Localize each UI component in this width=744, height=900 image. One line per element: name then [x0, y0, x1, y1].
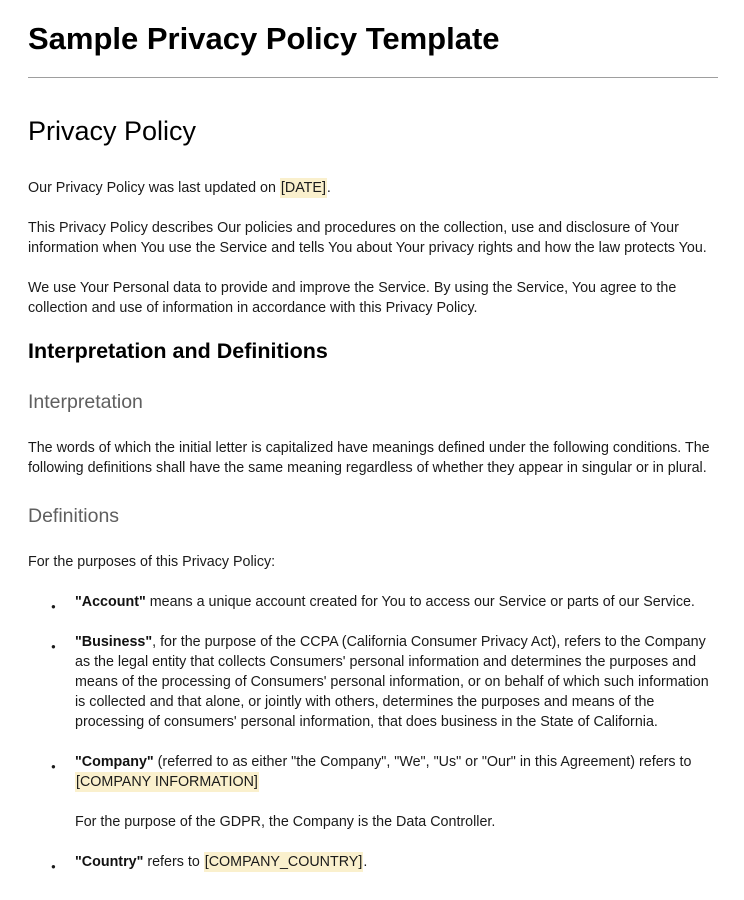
- last-updated-prefix: Our Privacy Policy was last updated on: [28, 180, 280, 196]
- policy-heading: Privacy Policy: [28, 116, 197, 146]
- definitions-intro: For the purposes of this Privacy Policy:: [28, 554, 276, 570]
- last-updated-line: [28, 178, 718, 198]
- definitions-list: [28, 592, 718, 872]
- intro-paragraph-2: We use Your Personal data to provide and improve the Service. By using the Service, You agree to the collection and use of information in accordance with this Privacy Policy.: [28, 280, 677, 316]
- definition-term-company: "Company": [75, 754, 154, 770]
- interpretation-paragraph: The words of which the initial letter is capitalized have meanings defined under the following conditions. The following definitions shall have the same meaning regardless of whether they appear in singular or in plural.: [28, 440, 710, 476]
- company-country-placeholder: [COMPANY_COUNTRY]: [204, 854, 363, 870]
- definition-suffix-country: .: [363, 854, 368, 870]
- definition-item-company: [75, 752, 718, 832]
- definition-item-country: [75, 852, 718, 872]
- definition-item-business: [75, 632, 718, 732]
- company-information-placeholder: [COMPANY INFORMATION]: [76, 774, 258, 790]
- intro-paragraph-1: This Privacy Policy describes Our policies and procedures on the collection, use and disclosure of Your information when You use the Service and tells You about Your privacy rights and how the law protects You.: [28, 220, 707, 256]
- definition-term-country: "Country": [75, 854, 144, 870]
- gdpr-data-controller-note: For the purpose of the GDPR, the Company is the Data Controller.: [75, 814, 496, 830]
- last-updated-suffix: .: [326, 180, 331, 196]
- definition-text-business: , for the purpose of the CCPA (California Consumer Privacy Act), refers to the Company as the legal entity that collects Consumers' personal information and determines the purposes and means of the processing of Consumers' personal information, or on behalf of which such information is collected and that alone, or jointly with others, determines the purposes and means of the processing of consumers' personal information, that does business in the State of California.: [75, 634, 709, 730]
- definition-item-account: [75, 592, 718, 612]
- section-heading-interpretation-and-definitions: Interpretation and Definitions: [28, 339, 328, 363]
- document-title: Sample Privacy Policy Template: [28, 21, 500, 56]
- definition-text-country: refers to: [143, 854, 204, 870]
- definition-term-business: "Business": [75, 634, 153, 650]
- definition-text-company: (referred to as either "the Company", "We", "Us" or "Our" in this Agreement) refers to: [153, 754, 692, 770]
- date-placeholder: [DATE]: [280, 180, 326, 196]
- definition-text-company-line: [75, 752, 718, 792]
- subheading-interpretation: Interpretation: [28, 391, 143, 413]
- definition-term-account: "Account": [75, 594, 146, 610]
- title-divider: [28, 77, 718, 78]
- definition-text-account: means a unique account created for You to access our Service or parts of our Service.: [145, 594, 695, 610]
- subheading-definitions: Definitions: [28, 505, 120, 527]
